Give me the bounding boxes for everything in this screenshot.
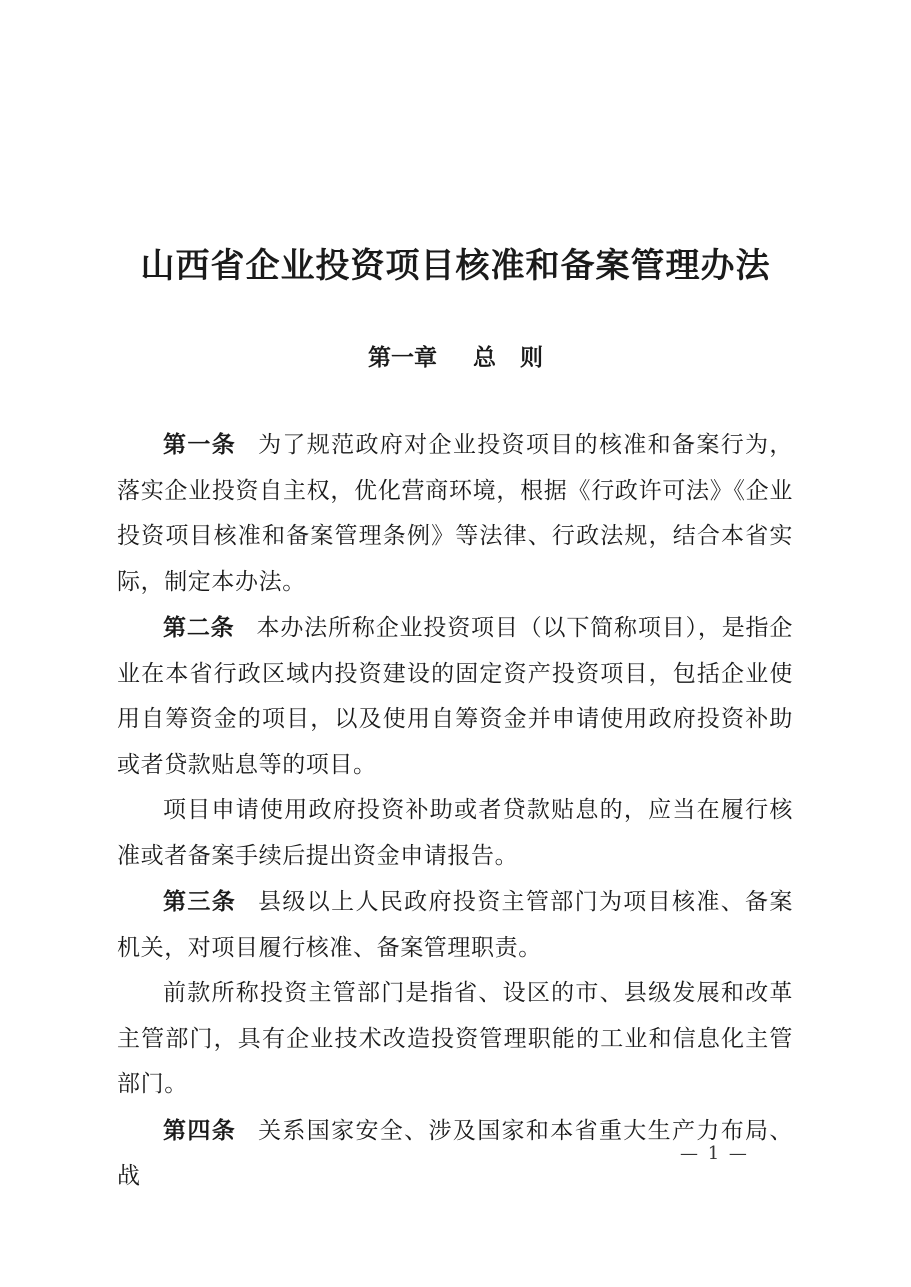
- paragraph-article-1: [117, 422, 793, 605]
- article-text: 关系国家安全、涉及国家和本省重大生产力布局、战: [117, 1117, 793, 1189]
- chapter-heading: [0, 338, 911, 378]
- article-label: 第二条: [163, 614, 235, 641]
- chapter-number: 第一章: [368, 344, 437, 371]
- document-title: 山西省企业投资项目核准和备案管理办法: [140, 246, 771, 286]
- paragraph-article-3: [117, 879, 793, 971]
- article-text: 县级以上人民政府投资主管部门为项目核准、备案机关，对项目履行核准、备案管理职责。: [117, 889, 793, 961]
- article-text: 本办法所称企业投资项目（以下简称项目），是指企业在本省行政区域内投资建设的固定资产投资项目，包括企业使用自筹资金的项目，以及使用自筹资金并申请使用政府投资补助或者贷款贴息等的项目。: [117, 615, 793, 778]
- article-label: 第一条: [163, 431, 237, 458]
- article-text: 项目申请使用政府投资补助或者贷款贴息的，应当在履行核准或者备案手续后提出资金申请报告。: [117, 797, 793, 869]
- article-label: 第三条: [163, 888, 237, 915]
- article-text: 前款所称投资主管部门是指省、设区的市、县级发展和改革主管部门，具有企业技术改造投资管理职能的工业和信息化主管部门。: [117, 980, 793, 1097]
- document-body: [117, 422, 793, 1200]
- paragraph-article-2: [117, 605, 793, 788]
- article-label: 第四条: [163, 1116, 237, 1144]
- chapter-name-part1: 总: [473, 344, 496, 371]
- paragraph-article-2-clause-2: [117, 788, 793, 879]
- page-number: — 1 —: [680, 1143, 749, 1164]
- article-text: 为了规范政府对企业投资项目的核准和备案行为，落实企业投资自主权，优化营商环境，根据《行政许可法》《企业投资项目核准和备案管理条例》等法律、行政法规，结合本省实际，制定本办法。: [117, 432, 793, 595]
- paragraph-article-3-clause-2: [117, 971, 793, 1108]
- chapter-name-part2: 则: [520, 344, 543, 371]
